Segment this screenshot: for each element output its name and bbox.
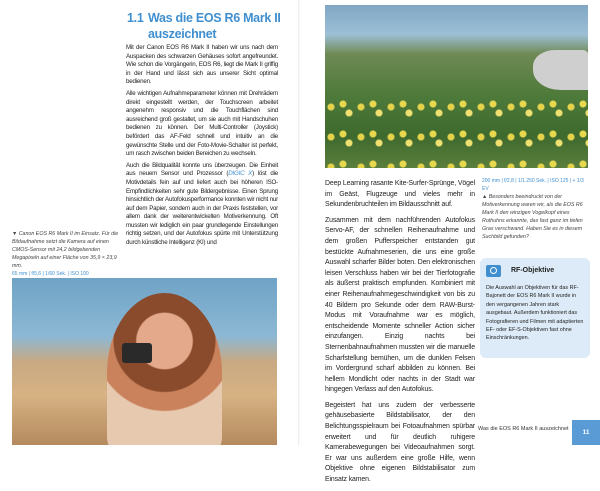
left-page xyxy=(0,0,300,445)
caption-text: ▲ Besonders beeindruckt von der Motiverkennung waren wir, als die EOS R6 Mark II den winzigen Vogelkopf eines Rothuhns erkannte, das fast ganz im tiefen Gras verschwand. Haben Sie es in diesem Suchbild gefunden? xyxy=(482,194,583,240)
paragraph: Begeistert hat uns zudem der verbesserte gehäusebasierte Bildstabilisator, der den Belichtungsspielraum bei Fotoaufnahmen spürbar erweitert und für deutlich ruhigere Kamerabewegungen bei Videoaufnahmen sorgt. Er war uns außerdem eine große Hilfe, wenn Objektive ohne eigenen Bildstabilisator zum Einsatz kamen. xyxy=(325,401,475,484)
caption-text: ▼ Canon EOS R6 Mark II im Einsatz. Für die Bildaufnahme setzt die Kamera auf einen CMOS-Sensor mit 24,2 bildgebenden Megapixeln auf einer Fläche von 35,9 × 23,9 mm. xyxy=(12,231,119,269)
flowers xyxy=(325,95,588,168)
info-box xyxy=(480,258,590,358)
heading-line-2: auszeichnet xyxy=(148,27,217,41)
right-text-column xyxy=(325,179,475,491)
paragraph: Mit der Canon EOS R6 Mark II haben wir uns nach dem Auspacken des schwarzen Gehäuses sofort angefreundet. Wie schon die Vorgängerin, EOS R6, liegt die Mark II griffig in der Hand und lässt sich aus unserer Sicht optimal bedienen. xyxy=(126,44,278,86)
exif-info: 200 mm | f/2,8 | 1/1.250 Sek. | ISO 125 | + 1/3 EV xyxy=(482,178,584,192)
info-box-text: Die Auswahl an Objektiven für das RF-Bajonett der EOS R6 Mark II wurde in den vergangenen Jahren stark ausgebaut. Außerdem funktioniert das Fotografieren und Filmen mit adaptierten EF- oder EF-S-Objektiven fast ohne Einschränkungen. xyxy=(486,285,584,342)
photo-caption-right xyxy=(482,177,590,241)
paragraph xyxy=(126,162,278,248)
paragraph: Zusammen mit dem nachführenden Autofokus Servo-AF, der schnellen Reihenaufnahme und dem großen Pufferspeicher entstanden gut bestückte Aufnahmeserien, die uns eine große Auswahl scharfer Bilder boten. Den elektronischen leisen Verschluss haben wir bei der Tierfotografie als äußerst praktisch empfunden. Kombiniert mit einer Reihenaufnahmegeschwindigkeit von bis zu 40 Bildern pro Sekunde oder dem RAW-Burst-Modus mit Voraufnahme war es möglich, entscheidende Momente schneller Action sicher einzufangen. Einzig nachts bei Sternenbahnaufnahmen mussten wir die manuelle Scharfstellung bemühen, um die dunklen Felsen im Vordergrund scharf abbilden zu können. Bei hellem Mondlicht oder nachts in der Stadt war hingegen Verlass auf den Autofokus. xyxy=(325,216,475,394)
text: Auch die Bildqualität konnte uns überzeugen. Die Einheit aus neuem Sensor und Prozessor ( xyxy=(126,161,278,178)
section-number: 1.1 xyxy=(127,11,144,25)
photo-bird-in-grass xyxy=(325,5,588,168)
camera-icon xyxy=(486,265,501,277)
running-footer: Was die EOS R6 Mark II auszeichnet xyxy=(478,426,569,432)
section-heading xyxy=(127,10,287,42)
paragraph: Alle wichtigen Aufnahmeparameter können mit Drehrädern direkt eingestellt werden, der Touchscreen arbeitet angenehm responsiv und die Touchflächen sind ausreichend groß gestaltet, um sie auch mit Handschuhen bedienen zu können. Der Multi-Controller (Joystick) befördert das AF-Feld schnell und intuitiv an die gewünschte Stelle und der Foto-Movie-Schalter ist perfekt, um rasch zwischen beiden Bereichen zu wechseln. xyxy=(126,89,278,158)
page-number: 11 xyxy=(572,420,600,445)
photo-camera-in-use xyxy=(12,278,277,445)
paragraph: Deep Learning rasante Kite-Surfer-Sprünge, Vögel im Geäst, Flugzeuge und vieles mehr in Sekundenbruchteilen im Bildausschnitt auf. xyxy=(325,180,475,209)
info-box-title: RF-Objektive xyxy=(511,267,555,275)
photo-caption-left xyxy=(12,230,122,278)
left-text-column xyxy=(126,44,278,251)
term-highlight: DIGIC X xyxy=(228,170,253,178)
exif-info: 65 mm | f/5,6 | 1/60 Sek. | ISO 100 xyxy=(12,271,89,277)
camera-icon xyxy=(122,343,152,363)
text: ) löst die Motivdetails fein auf und liefert auch bei höheren ISO-Empfindlichkeiten sehr gute Bildergebnisse. Einen Sprung hinsichtlich der Autofokusperformance konnten wir nicht nur auf dem Papier, sondern auch in der Praxis feststellen, vor allem dank der weiterentwickelten Motiverkennung. Oft mussten wir lediglich ein paar grundlegende Einstellungen richtig setzen, und der Autofokus spürte mit Unterstützung durch künstliche Intelligenz (KI) und xyxy=(126,170,278,247)
photographer-figure xyxy=(107,293,222,445)
heading-line-1: Was die EOS R6 Mark II xyxy=(148,11,281,25)
rock xyxy=(533,50,588,90)
